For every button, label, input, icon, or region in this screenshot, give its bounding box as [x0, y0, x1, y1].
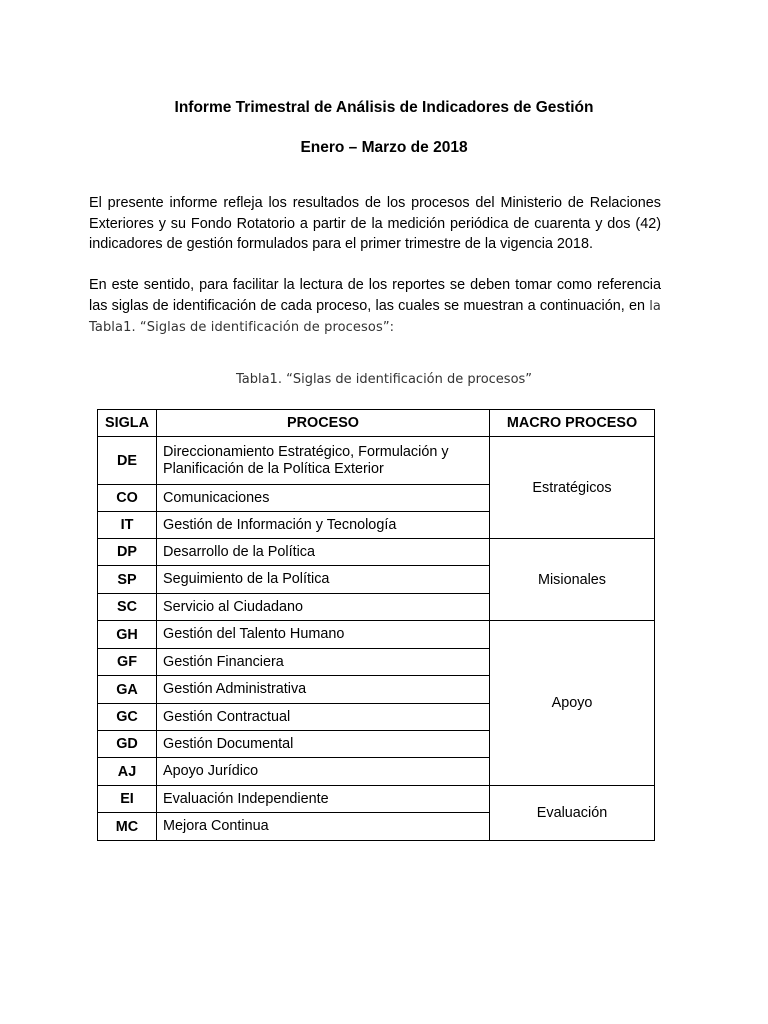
sigla-cell: SP — [98, 566, 157, 594]
document-title: Informe Trimestral de Análisis de Indicadores de Gestión — [174, 99, 594, 116]
proceso-cell: Gestión Documental — [157, 731, 490, 758]
sigla-cell: GD — [98, 731, 157, 758]
proceso-cell: Gestión Financiera — [157, 649, 490, 676]
header-macro-proceso: MACRO PROCESO — [490, 410, 655, 437]
proceso-cell: Mejora Continua — [157, 813, 490, 841]
proceso-cell: Gestión Contractual — [157, 704, 490, 731]
sigla-cell: IT — [98, 512, 157, 539]
reference-paragraph — [89, 275, 661, 339]
header-proceso: PROCESO — [157, 410, 490, 437]
header-sigla: SIGLA — [98, 410, 157, 437]
sigla-cell: GF — [98, 649, 157, 676]
table-header-row — [98, 410, 655, 437]
proceso-cell: Gestión de Información y Tecnología — [157, 512, 490, 539]
sigla-cell: MC — [98, 813, 157, 841]
table-caption: Tabla1. “Siglas de identificación de procesos” — [235, 372, 533, 387]
sigla-cell: GC — [98, 704, 157, 731]
proceso-cell: Direccionamiento Estratégico, Formulación y Planificación de la Política Exterior — [157, 437, 490, 485]
table-row — [98, 621, 655, 649]
proceso-cell: Comunicaciones — [157, 485, 490, 512]
table-row — [98, 539, 655, 566]
sigla-cell: CO — [98, 485, 157, 512]
sigla-cell: SC — [98, 594, 157, 621]
proceso-cell: Desarrollo de la Política — [157, 539, 490, 566]
macro-proceso-cell: Apoyo — [490, 621, 655, 786]
sigla-cell: DP — [98, 539, 157, 566]
sigla-cell: EI — [98, 786, 157, 813]
macro-proceso-cell: Misionales — [490, 539, 655, 621]
sigla-cell: AJ — [98, 758, 157, 786]
intro-paragraph: El presente informe refleja los resultados de los procesos del Ministerio de Relaciones Exteriores y su Fondo Rotatorio a partir de la medición periódica de cuarenta y dos (42) indicadores de gestión formulados para el primer trimestre de la vigencia 2018. — [89, 195, 661, 252]
sigla-cell: DE — [98, 437, 157, 485]
table-reference: la Tabla1. “Siglas de identificación de procesos”: — [89, 298, 661, 335]
sigla-cell: GA — [98, 676, 157, 704]
document-subtitle: Enero – Marzo de 2018 — [300, 139, 468, 156]
table-row — [98, 437, 655, 485]
macro-proceso-cell: Evaluación — [490, 786, 655, 841]
macro-proceso-cell: Estratégicos — [490, 437, 655, 539]
proceso-cell: Gestión del Talento Humano — [157, 621, 490, 649]
sigla-cell: GH — [98, 621, 157, 649]
table-row — [98, 786, 655, 813]
process-acronyms-table — [97, 409, 655, 841]
reference-paragraph-text: En este sentido, para facilitar la lectura de los reportes se deben tomar como referencia las siglas de identificación de cada proceso, las cuales se muestran a continuación, en — [89, 277, 661, 314]
proceso-cell: Gestión Administrativa — [157, 676, 490, 704]
proceso-cell: Servicio al Ciudadano — [157, 594, 490, 621]
proceso-cell: Apoyo Jurídico — [157, 758, 490, 786]
proceso-cell: Seguimiento de la Política — [157, 566, 490, 594]
proceso-cell: Evaluación Independiente — [157, 786, 490, 813]
